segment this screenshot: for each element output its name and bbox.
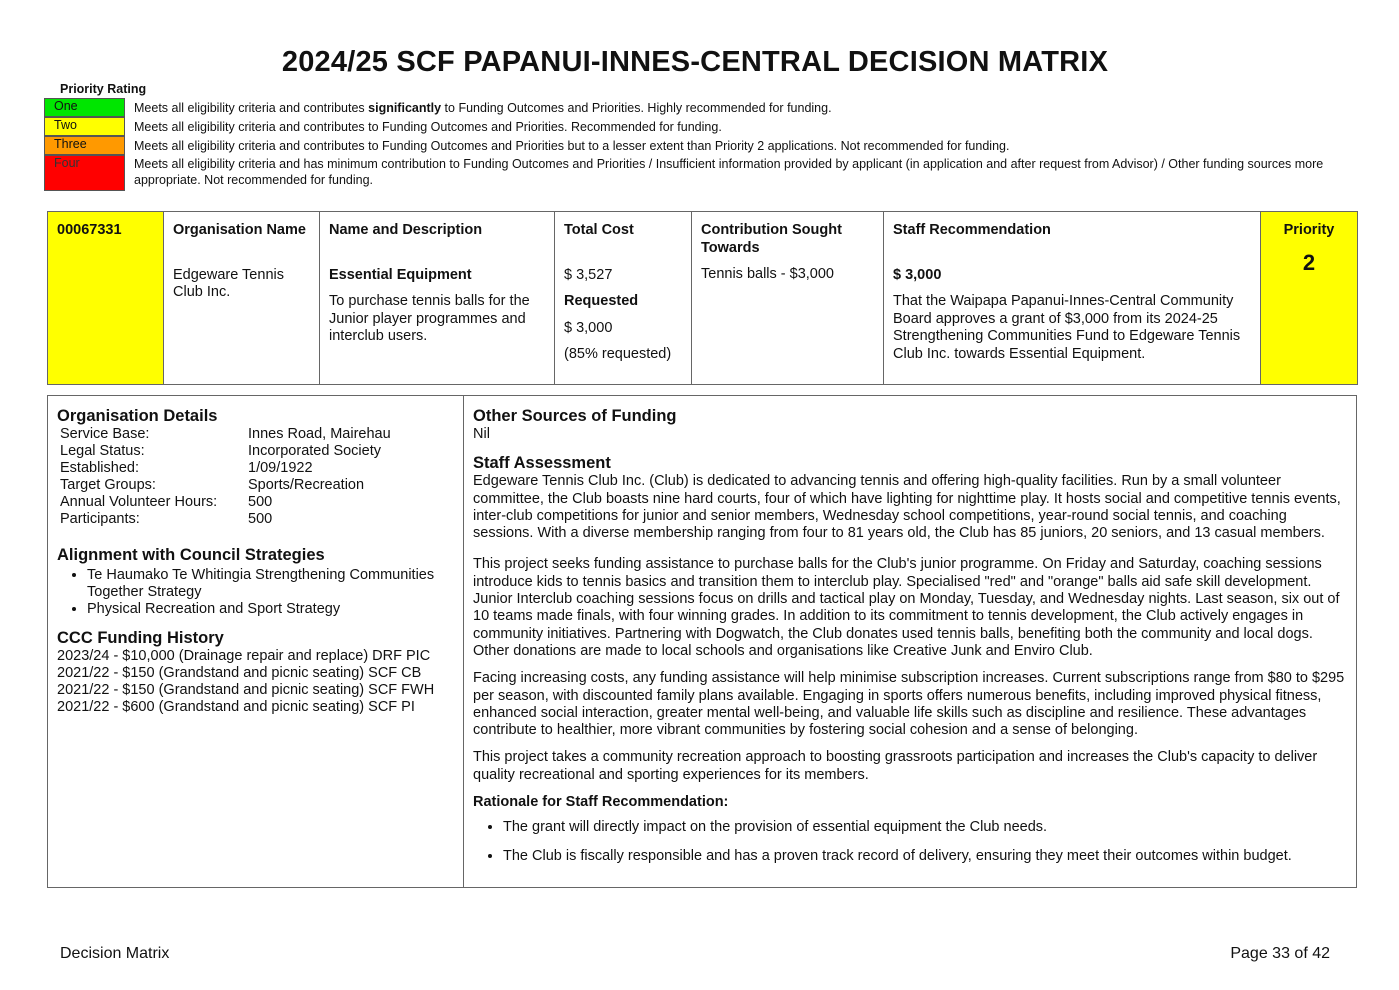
org-name-cell	[164, 212, 320, 385]
list-item: • Te Haumako Te Whitingia Strengthening Communities Together Strategy	[87, 567, 457, 601]
application-id: 00067331	[57, 222, 122, 238]
priority-rating-heading: Priority Rating	[60, 82, 147, 96]
priority-swatch-three: Three	[44, 136, 125, 155]
priority-legend-row-four	[44, 155, 1344, 191]
requested-label: Requested	[564, 293, 639, 309]
priority-legend-text-four: Meets all eligibility criteria and has minimum contribution to Funding Outcomes and Priorities / Insufficient information provided by applicant (in application and after request from Advisor) / Other funding sources more appropriate. Not recommended for funding.	[134, 157, 1324, 187]
list-item: • The Club is fiscally responsible and has a proven track record of delivery, ensuring they meet their outcomes within budget.	[503, 848, 1351, 865]
list-item: 2021/22 - $150 (Grandstand and picnic seating) SCF CB	[57, 665, 422, 681]
recommendation-header: Staff Recommendation	[893, 222, 1051, 238]
description-cell	[320, 212, 555, 385]
details-panel	[47, 395, 1357, 888]
staff-assessment-heading: Staff Assessment	[473, 454, 611, 473]
other-sources-value: Nil	[473, 426, 490, 442]
footer-left: Decision Matrix	[60, 945, 170, 962]
cost-cell	[555, 212, 692, 385]
priority-swatch-four: Four	[44, 155, 125, 191]
contribution-value: Tennis balls - $3,000	[701, 266, 834, 282]
org-details-heading: Organisation Details	[57, 407, 218, 425]
list-item: 2021/22 - $150 (Grandstand and picnic seating) SCF FWH	[57, 682, 435, 698]
recommendation-text: That the Waipapa Papanui-Innes-Central Community Board approves a grant of $3,000 from its 2024-25 Strengthening Communities Fund to Edgeware Tennis Club Inc. towards Essential Equipment.	[893, 293, 1241, 362]
priority-rating-legend	[44, 98, 1344, 191]
assessment-paragraph: Facing increasing costs, any funding assistance will help minimise subscription increases. Current subscriptions range from $80 to $295 per season, with discounted family plans available. Engaging in sports offers numerous benefits, including improved physical fitness, enhanced social interaction, greater mental well-being, and valuable life skills such as discipline and resilience. These advantages contribute to healthier, more vibrant communities by fostering social cohesion and a sense of belonging.	[473, 670, 1345, 739]
panel-divider	[463, 396, 464, 887]
funding-history-heading: CCC Funding History	[57, 629, 224, 647]
priority-legend-text-three: Meets all eligibility criteria and contributes to Funding Outcomes and Priorities but to a lesser extent than Priority 2 applications. Not recommended for funding.	[134, 139, 1010, 153]
priority-value: 2	[1302, 249, 1316, 275]
list-item: • Physical Recreation and Sport Strategy	[87, 601, 457, 618]
org-detail-row: Legal Status: Incorporated Society	[60, 443, 381, 459]
right-column	[473, 406, 1351, 876]
priority-legend-row-one	[44, 98, 1344, 117]
project-description: To purchase tennis balls for the Junior player programmes and interclub users.	[329, 293, 530, 344]
org-name-header: Organisation Name	[173, 222, 306, 238]
description-header: Name and Description	[329, 222, 483, 238]
contribution-header: Contribution Sought Towards	[701, 222, 842, 256]
total-cost-value: $ 3,527	[564, 266, 613, 283]
total-cost-header: Total Cost	[564, 222, 634, 238]
org-detail-row: Established: 1/09/1922	[60, 460, 313, 476]
application-table	[47, 211, 1358, 385]
list-item: 2023/24 - $10,000 (Drainage repair and replace) DRF PIC	[57, 648, 431, 664]
priority-legend-row-two	[44, 117, 1344, 136]
priority-cell	[1261, 212, 1358, 385]
page-number: Page 33 of 42	[1230, 945, 1330, 962]
rationale-list	[473, 819, 1351, 865]
assessment-paragraph: This project takes a community recreation approach to boosting grassroots participation and increases the Club's capacity to deliver quality recreational and sporting experiences for its members.	[473, 749, 1318, 783]
org-name-value: Edgeware Tennis Club Inc.	[173, 266, 284, 300]
contribution-cell	[692, 212, 884, 385]
page-title: 2024/25 SCF PAPANUI-INNES-CENTRAL DECISION MATRIX	[281, 46, 1109, 78]
other-sources-heading: Other Sources of Funding	[473, 407, 677, 425]
alignment-heading: Alignment with Council Strategies	[57, 546, 325, 564]
priority-header: Priority	[1283, 222, 1335, 238]
project-name: Essential Equipment	[329, 266, 472, 283]
org-detail-row: Participants: 500	[60, 511, 273, 527]
priority-legend-text-one: Meets all eligibility criteria and contributes significantly to Funding Outcomes and Priorities. Highly recommended for funding.	[134, 101, 832, 115]
priority-swatch-one: One	[44, 98, 125, 117]
org-detail-row: Annual Volunteer Hours: 500	[60, 494, 273, 510]
rationale-heading: Rationale for Staff Recommendation:	[473, 794, 729, 811]
list-item: • The grant will directly impact on the provision of essential equipment the Club needs.	[503, 819, 1351, 836]
application-id-cell	[48, 212, 164, 385]
priority-swatch-two: Two	[44, 117, 125, 136]
assessment-paragraph: This project seeks funding assistance to purchase balls for the Club's junior programme. On Friday and Saturday, coaching sessions introduce kids to tennis basics and transition them to interclub play. Specialised "red" and "orange" balls aid safe skill development. Junior Interclub coaching sessions focus on drills and tactical play on Monday, Tuesday, and Wednesday nights. Last season, six out of 10 teams made finals, with four winning grades. In addition to its commitment to tennis development, the Club actively engages in community initiatives. Partnering with Dogwatch, the Club donates used tennis balls, benefiting both the community and local dogs. Other donations are made to local schools and organisations like Creative Junk and Enviro Club.	[473, 556, 1340, 659]
alignment-list	[57, 567, 457, 618]
recommendation-cell	[884, 212, 1261, 385]
priority-legend-row-three	[44, 136, 1344, 155]
list-item: 2021/22 - $600 (Grandstand and picnic seating) SCF PI	[57, 699, 415, 715]
recommendation-amount: $ 3,000	[893, 266, 942, 283]
requested-amount: $ 3,000	[564, 319, 613, 336]
left-column	[57, 406, 457, 716]
assessment-paragraph: Edgeware Tennis Club Inc. (Club) is dedicated to advancing tennis and offering high-quality facilities. Run by a small volunteer committee, the Club boasts nine hard courts, four of which have lighting for nighttime play. It hosts social and competitive tennis events, inter-club competitions for junior and senior members, Wednesday school competitions, year-round social tennis, and coaching sessions. With a diverse membership ranging from four to 81 years old, the Club has 85 juniors, 20 seniors, and 13 casual members.	[473, 473, 1341, 542]
priority-legend-text-two: Meets all eligibility criteria and contributes to Funding Outcomes and Priorities. Recommended for funding.	[134, 120, 722, 134]
requested-percentage: (85% requested)	[564, 346, 672, 362]
org-detail-row: Target Groups: Sports/Recreation	[60, 477, 365, 493]
org-detail-row: Service Base: Innes Road, Mairehau	[60, 426, 391, 442]
